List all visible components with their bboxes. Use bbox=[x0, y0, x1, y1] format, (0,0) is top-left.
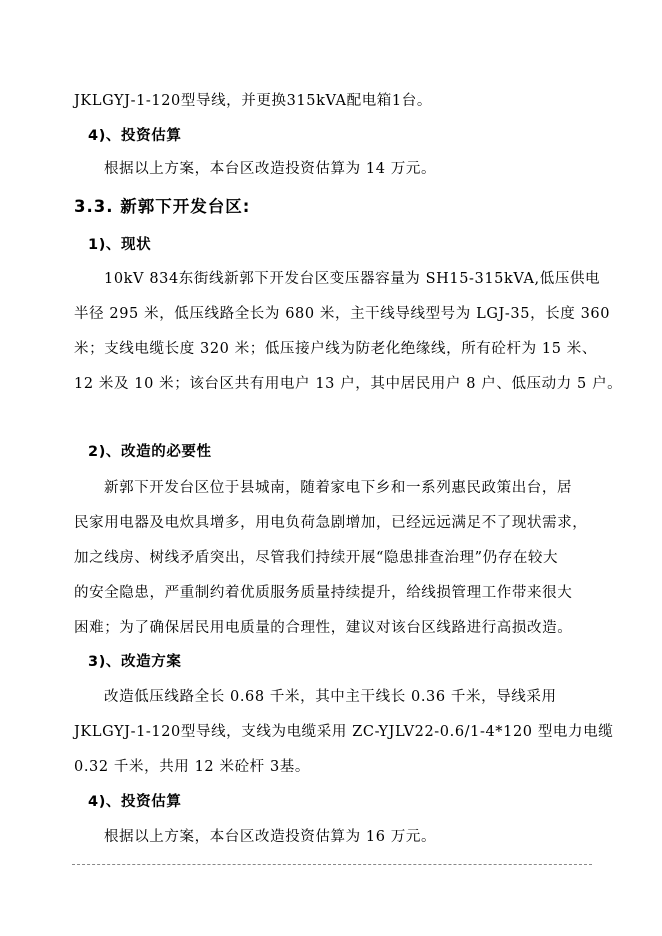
section-heading: 1)、现状 bbox=[88, 237, 152, 253]
text-line: JKLGYJ-1-120型导线，支线为电缆采用 ZC-YJLV22-0.6/1-4*120 型电力电缆 bbox=[74, 724, 614, 740]
text-line: 根据以上方案，本台区改造投资估算为 16 万元。 bbox=[104, 829, 437, 845]
text-line: 12 米及 10 米；该台区共有用电户 13 户，其中居民用户 8 户、低压动力 5 户。 bbox=[74, 376, 623, 392]
text-line: 困难；为了确保居民用电质量的合理性，建议对该台区线路进行高损改造。 bbox=[74, 620, 573, 636]
footer-divider bbox=[72, 864, 592, 865]
text-line: JKLGYJ-1-120型导线，并更换315kVA配电箱1台。 bbox=[74, 93, 432, 109]
text-line: 新郭下开发台区位于县城南，随着家电下乡和一系列惠民政策出台，居 bbox=[104, 480, 573, 496]
text-line: 米；支线电缆长度 320 米；低压接户线为防老化绝缘线，所有砼杆为 15 米、 bbox=[74, 341, 597, 357]
section-heading: 4)、投资估算 bbox=[88, 128, 182, 144]
text-line: 改造低压线路全长 0.68 千米，其中主干线长 0.36 千米，导线采用 bbox=[104, 689, 557, 705]
text-line: 民家用电器及电炊具增多，用电负荷急剧增加，已经远远满足不了现状需求， bbox=[74, 515, 588, 531]
section-heading: 2)、改造的必要性 bbox=[88, 444, 212, 460]
text-line: 10kV 834东街线新郭下开发台区变压器容量为 SH15-315kVA,低压供电 bbox=[104, 271, 601, 287]
subsection-title: 3.3. 新郭下开发台区: bbox=[74, 197, 251, 216]
text-line: 加之线房、树线矛盾突出，尽管我们持续开展“隐患排查治理”仍存在较大 bbox=[74, 550, 559, 566]
text-line: 根据以上方案，本台区改造投资估算为 14 万元。 bbox=[104, 161, 437, 177]
section-heading: 4)、投资估算 bbox=[88, 794, 182, 810]
text-line: 半径 295 米，低压线路全长为 680 米，主干线导线型号为 LGJ-35，长度 360 bbox=[74, 306, 611, 322]
section-heading: 3)、改造方案 bbox=[88, 654, 182, 670]
text-line: 的安全隐患，严重制约着优质服务质量持续提升，给线损管理工作带来很大 bbox=[74, 585, 573, 601]
text-line: 0.32 千米，共用 12 米砼杆 3基。 bbox=[74, 759, 310, 775]
